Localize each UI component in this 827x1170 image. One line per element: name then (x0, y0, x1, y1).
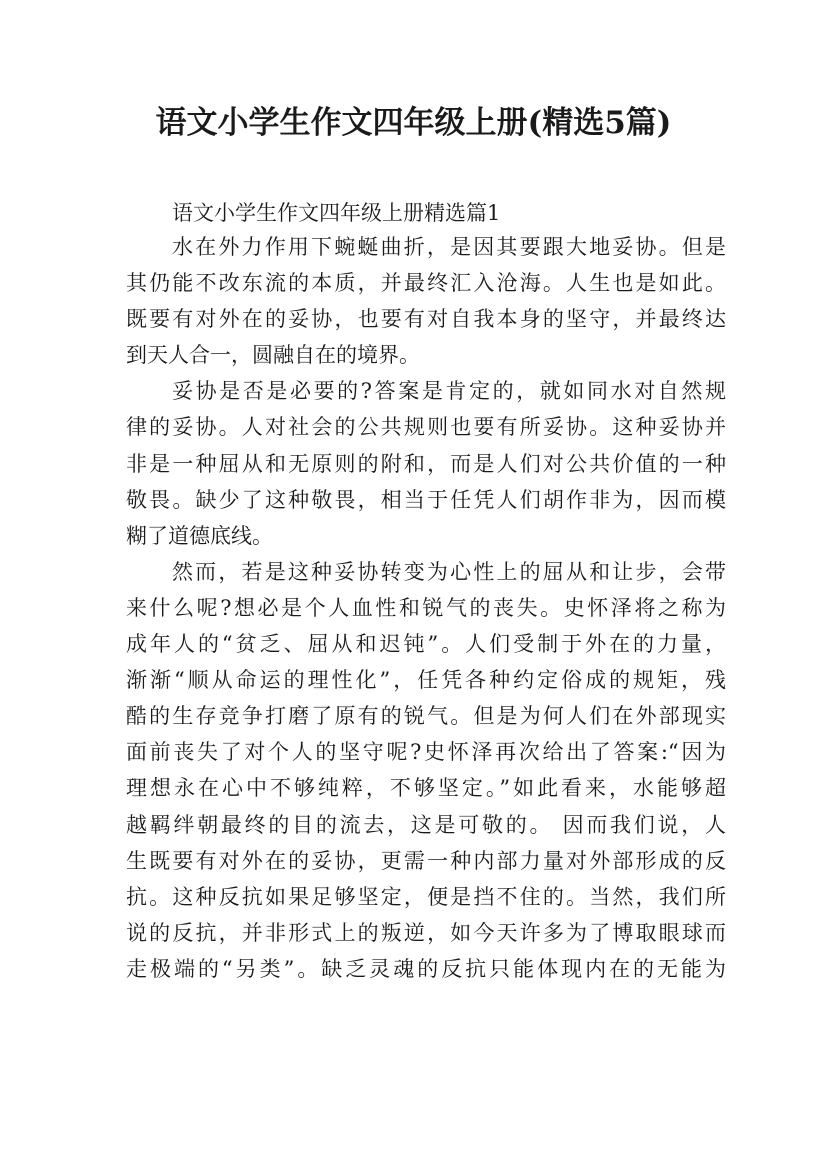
text-line: 到天人合一，圆融自在的境界。 (126, 343, 420, 368)
document-title: 语文小学生作文四年级上册(精选5篇) (155, 105, 672, 141)
text-line: 妥协是否是必要的?答案是肯定的，就如同水对自然规 (172, 379, 726, 404)
text-line: 理想永在心中不够纯粹，不够坚定。”如此看来，水能够超 (126, 776, 726, 801)
text-line: 越羁绊朝最终的目的流去，这是可敬的。 因而我们说，人 (126, 812, 726, 837)
text-line: 说的反抗，并非形式上的叛逆，如今天许多为了博取眼球而 (126, 920, 726, 945)
text-line: 非是一种屈从和无原则的附和，而是人们对公共价值的一种 (126, 451, 726, 476)
text-line: 其仍能不改东流的本质，并最终汇入沧海。人生也是如此。 (126, 271, 726, 296)
text-line: 渐渐“顺从命运的理性化”，任凭各种约定俗成的规矩，残 (126, 668, 726, 693)
text-line: 然而，若是这种妥协转变为心性上的屈从和让步，会带 (172, 559, 726, 584)
text-line: 面前丧失了对个人的坚守呢?史怀泽再次给出了答案:“因为 (126, 740, 726, 765)
text-line: 敬畏。缺少了这种敬畏，相当于任凭人们胡作非为，因而模 (126, 487, 726, 512)
text-line: 抗。这种反抗如果足够坚定，便是挡不住的。当然，我们所 (126, 884, 726, 909)
text-line: 走极端的“另类”。缺乏灵魂的反抗只能体现内在的无能为 (126, 956, 726, 981)
text-line: 糊了道德底线。 (126, 523, 273, 548)
section-title: 语文小学生作文四年级上册精选篇1 (172, 201, 501, 225)
text-line: 成年人的“贫乏、屈从和迟钝”。人们受制于外在的力量， (126, 632, 726, 657)
essay-body (126, 229, 726, 987)
text-line: 生既要有对外在的妥协，更需一种内部力量对外部形成的反 (126, 848, 726, 873)
text-line: 水在外力作用下蜿蜒曲折，是因其要跟大地妥协。但是 (172, 235, 726, 259)
text-line: 来什么呢?想必是个人血性和锐气的丧失。史怀泽将之称为 (126, 595, 726, 620)
text-line: 律的妥协。人对社会的公共规则也要有所妥协。这种妥协并 (126, 415, 726, 440)
text-line: 既要有对外在的妥协，也要有对自我本身的坚守，并最终达 (126, 307, 726, 332)
text-line: 酷的生存竞争打磨了原有的锐气。但是为何人们在外部现实 (126, 704, 726, 729)
